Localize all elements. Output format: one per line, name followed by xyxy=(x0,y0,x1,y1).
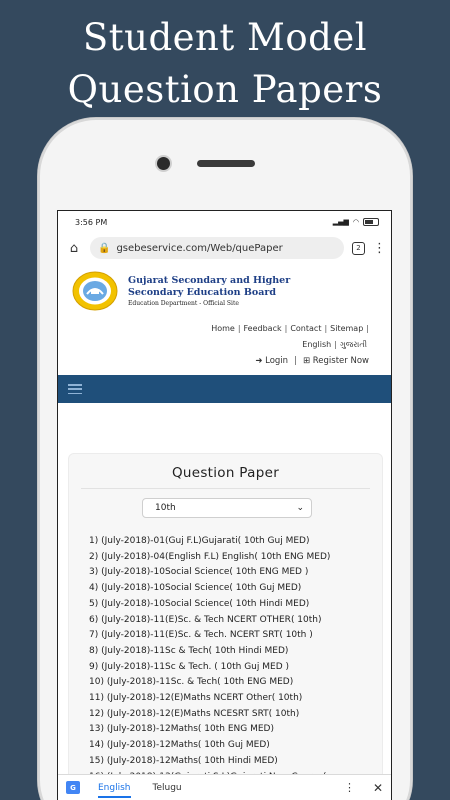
more-menu-icon[interactable]: ⋮ xyxy=(343,781,355,794)
lang-english-link[interactable]: English xyxy=(302,340,332,349)
link-separator: | xyxy=(294,356,297,366)
link-feedback[interactable]: Feedback xyxy=(243,324,282,333)
translate-english-tab[interactable]: English xyxy=(98,783,131,798)
google-translate-icon: G xyxy=(66,781,80,794)
language-links xyxy=(302,340,367,350)
board-logo xyxy=(71,270,119,312)
paper-link[interactable]: 10) (July-2018)-11Sc. & Tech( 10th ENG MED) xyxy=(89,677,294,688)
chevron-down-icon: ⌄ xyxy=(296,503,304,513)
battery-icon xyxy=(363,218,379,226)
login-icon: ➜ xyxy=(255,356,263,366)
paper-list xyxy=(89,534,375,785)
login-label: Login xyxy=(265,356,289,366)
paper-link[interactable]: 8) (July-2018)-11Sc & Tech( 10th Hindi MED) xyxy=(89,645,289,656)
more-menu-icon[interactable]: ⋮ xyxy=(373,240,386,256)
promo-title-line2: Question Papers xyxy=(67,68,383,111)
speaker-grille xyxy=(197,160,255,167)
paper-link[interactable]: 14) (July-2018)-12Maths( 10th Guj MED) xyxy=(89,740,270,751)
promo-title-line1: Student Model xyxy=(82,16,368,59)
site-navbar xyxy=(58,375,391,403)
paper-link[interactable]: 15) (July-2018)-12Maths( 10th Hindi MED) xyxy=(89,755,278,766)
home-icon[interactable]: ⌂ xyxy=(69,240,79,256)
lock-icon: 🔒 xyxy=(98,242,111,254)
board-name-line2: Secondary Education Board xyxy=(128,287,277,298)
paper-link[interactable]: 9) (July-2018)-11Sc & Tech. ( 10th Guj MED ) xyxy=(89,661,289,672)
link-separator: | xyxy=(237,324,241,333)
register-link[interactable] xyxy=(303,356,369,366)
paper-link[interactable]: 2) (July-2018)-04(English F.L) English( 10th ENG MED) xyxy=(89,551,331,562)
site-header xyxy=(58,263,391,375)
phone-screen xyxy=(57,210,392,800)
board-name-line1: Gujarat Secondary and Higher xyxy=(128,275,291,286)
status-icons xyxy=(333,218,379,226)
link-home[interactable]: Home xyxy=(211,324,235,333)
paper-link[interactable]: 5) (July-2018)-10Social Science( 10th Hindi MED) xyxy=(89,598,310,609)
standard-select[interactable] xyxy=(142,498,312,518)
link-separator: | xyxy=(334,340,337,349)
divider xyxy=(81,488,370,489)
link-separator: | xyxy=(324,324,328,333)
top-nav-links xyxy=(211,324,369,333)
paper-link[interactable]: 13) (July-2018)-12Maths( 10th ENG MED) xyxy=(89,724,274,735)
paper-link[interactable]: 11) (July-2018)-12(E)Maths NCERT Other( 10th) xyxy=(89,693,303,704)
login-link[interactable] xyxy=(255,356,288,366)
translate-telugu-tab[interactable]: Telugu xyxy=(152,782,182,793)
main-content xyxy=(58,441,392,800)
paper-link[interactable]: 4) (July-2018)-10Social Science( 10th Guj MED) xyxy=(89,583,302,594)
link-separator: | xyxy=(366,324,369,333)
register-icon: ⊞ xyxy=(302,356,311,366)
camera-icon xyxy=(157,157,170,170)
card-title: Question Paper xyxy=(171,465,280,481)
link-contact[interactable]: Contact xyxy=(290,324,322,333)
board-subtitle: Education Department - Official Site xyxy=(128,300,239,307)
close-icon[interactable]: ✕ xyxy=(372,780,383,795)
signal-icon: ▂▄▆ xyxy=(332,218,349,226)
auth-links xyxy=(255,356,369,366)
browser-toolbar xyxy=(58,233,391,263)
board-name xyxy=(128,275,290,299)
address-bar[interactable] xyxy=(90,237,344,259)
standard-select-value: 10th xyxy=(155,503,176,513)
promo-title xyxy=(0,12,450,116)
link-separator: | xyxy=(284,324,288,333)
url-text: gsebeservice.com/Web/quePaper xyxy=(116,242,283,254)
paper-link[interactable]: 12) (July-2018)-12(E)Maths NCESRT SRT( 10th) xyxy=(89,708,300,719)
lang-gujarati-link[interactable]: ગુજરાતી xyxy=(339,340,367,349)
status-bar xyxy=(58,211,391,233)
wifi-icon: ◠ xyxy=(352,218,359,226)
status-time: 3:56 PM xyxy=(75,217,108,227)
tab-switcher-button[interactable]: 2 xyxy=(352,242,365,255)
translate-bar xyxy=(58,774,392,800)
link-sitemap[interactable]: Sitemap xyxy=(330,324,364,333)
hamburger-menu-icon[interactable] xyxy=(68,384,82,394)
register-label: Register Now xyxy=(312,356,369,366)
question-paper-card xyxy=(68,453,383,800)
paper-link[interactable]: 7) (July-2018)-11(E)Sc. & Tech. NCERT SRT( 10th ) xyxy=(89,630,313,641)
paper-link[interactable]: 3) (July-2018)-10Social Science( 10th ENG MED ) xyxy=(89,567,309,578)
paper-link[interactable]: 1) (July-2018)-01(Guj F.L)Gujarati( 10th Guj MED) xyxy=(89,536,310,546)
paper-link[interactable]: 6) (July-2018)-11(E)Sc. & Tech NCERT OTHER( 10th) xyxy=(89,614,322,625)
